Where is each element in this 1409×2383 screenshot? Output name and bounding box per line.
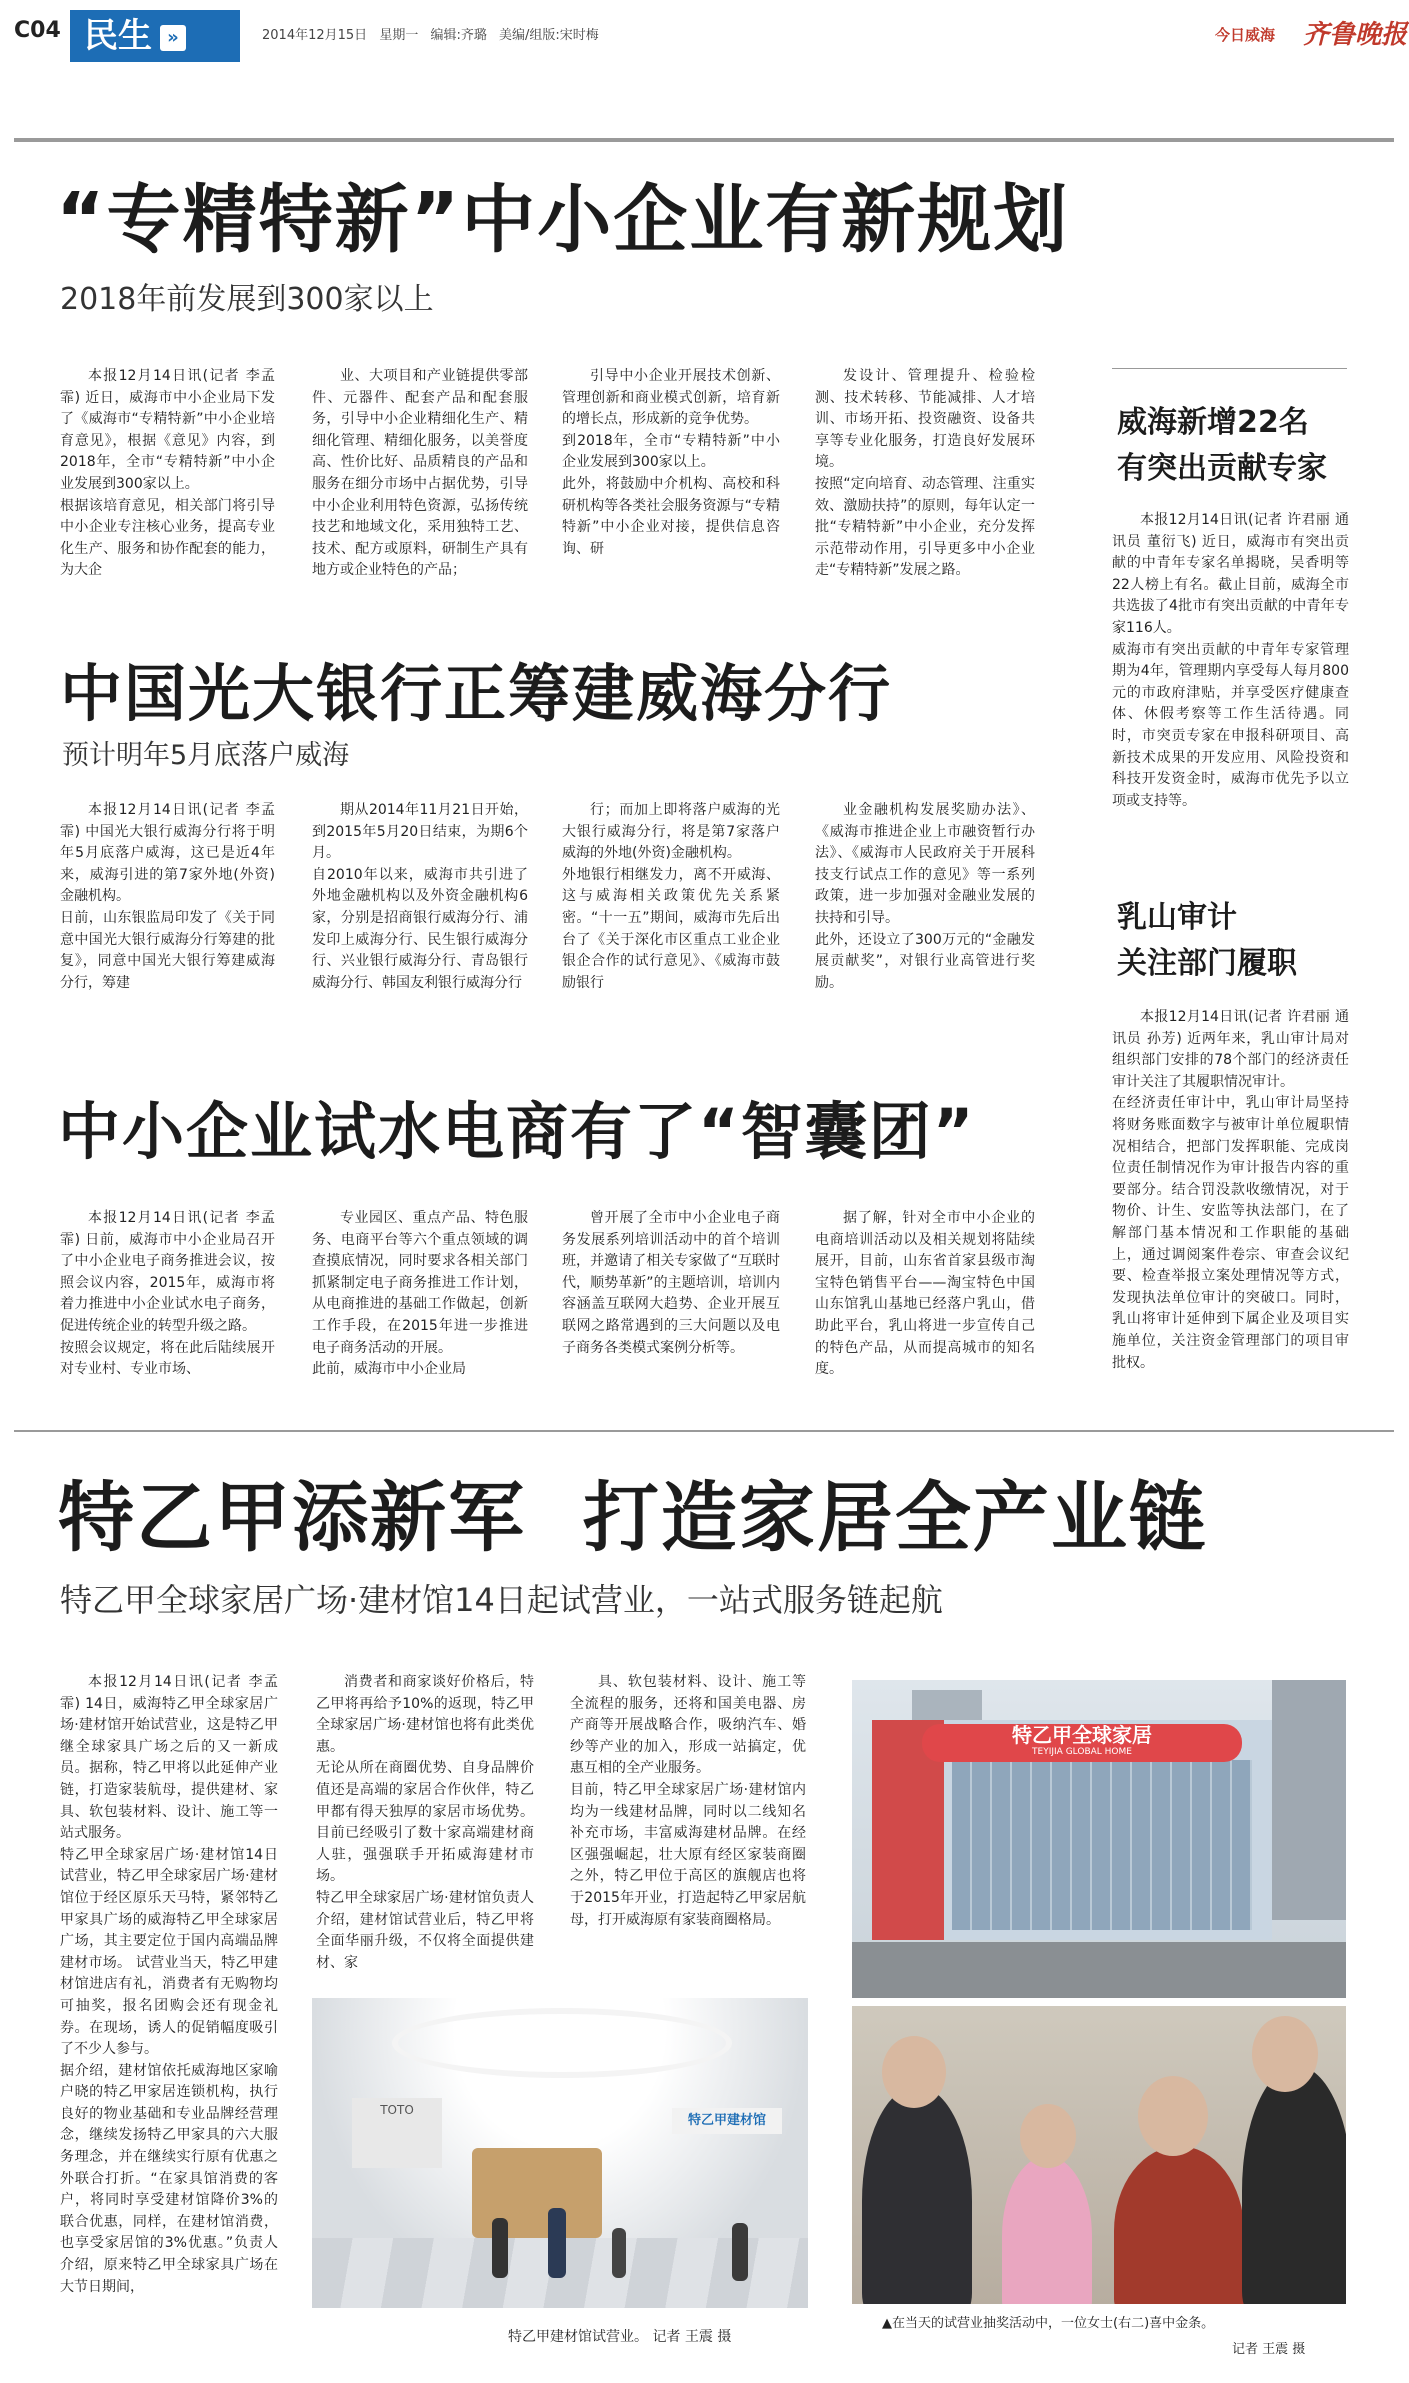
article-2-column-2: 期从2014年11月21日开始，到2015年5月20日结束，为期6个月。 自2010年以来，威海市共引进了外地金融机构以及外资金融机构6家，分别是招商银行威海分行、浦发印上威海分行、民生银行威海分行、兴业银行威海分行、青岛银行威海分行、韩国友利银行威海分行 <box>312 802 528 991</box>
article-3-column-1: 本报12月14日讯(记者 李孟霏) 日前，威海市中小企业局召开了中小企业电子商务推进会议，按照会议内容，2015年，威海市将着力推进中小企业试水电子商务，促进传统企业的转型升级之路。 按照会议规定，将在此后陆续展开对专业村、专业市场、 <box>60 1210 275 1378</box>
person-head <box>1020 2104 1076 2168</box>
visitor-figure <box>612 2228 626 2278</box>
sidebar-2-body: 本报12月14日讯(记者 许君丽 通讯员 孙芳) 近两年来，乳山审计局对组织部门安排的78个部门的经济责任审计关注了其履职情况审计。 在经济责任审计中，乳山审计局坚持将财务账面数字与被审计单位履职情况相结合，把部门发挥职能、完成岗位责任制情况作为审计报告内容的重要部分。结合罚没款收缴情况，对于物价、计生、安监等执法部门，在了解部门基本情况和工作职能的基础上，通过调阅案件卷宗、审查会议纪要、检查举报立案处理情况等方式，发现执法单位审计的突破口。同时，乳山将审计延伸到下属企业及项目实施单位，关注资金管理部门的项目审批权。 <box>1112 1009 1349 1371</box>
article-3-title: 中小企业试水电商有了“智囊团” <box>58 1095 976 1168</box>
page-number: C04 <box>14 18 61 43</box>
article-2-column-4: 业金融机构发展奖励办法》、《威海市推进企业上市融资暂行办法》、《威海市人民政府关于开展科技支行试点工作的意见》等一系列政策，进一步加强对金融业发展的扶持和引导。 此外，还设立了300万元的“金融发展贡献奖”，对银行业高管进行奖励。 <box>815 802 1035 991</box>
article-1-column-1: 本报12月14日讯(记者 李孟霏) 近日，威海市中小企业局下发了《威海市“专精特新”中小企业培育意见》，根据《意见》内容，到2018年，全市“专精特新”中小企业发展到300家以上。 根据该培育意见，相关部门将引导中小企业专注核心业务，提高专业化生产、服务和协作配套的能力，为大企 <box>60 368 275 579</box>
interior-photo-caption: 特乙甲建材馆试营业。 记者 王震 摄 <box>508 2329 732 2345</box>
issue-weekday: 星期一 <box>379 28 419 43</box>
article-4-title: 特乙甲添新军 打造家居全产业链 <box>58 1473 1207 1562</box>
article-1-subtitle: 2018年前发展到300家以上 <box>60 282 434 317</box>
issue-info <box>262 24 599 43</box>
street <box>852 1942 1346 1998</box>
sidebar-top-rule <box>1112 368 1347 369</box>
article-4-subtitle: 特乙甲全球家居广场·建材馆14日起试营业，一站式服务链起航 <box>60 1581 943 1619</box>
brand-wall: TOTO <box>352 2098 442 2168</box>
issue-date: 2014年12月15日 <box>262 28 368 43</box>
article-1-title: “专精特新”中小企业有新规划 <box>56 177 1070 263</box>
article-3-column-4: 据了解，针对全市中小企业的电商培训活动以及相关规划将陆续展开，目前，山东省首家县级市淘宝特色销售平台——淘宝特色中国山东馆乳山基地已经落户乳山，借助此平台，乳山将进一步宣传自己的特色产品，从而提高城市的知名度。 <box>815 1210 1035 1378</box>
person-head <box>1138 2076 1208 2156</box>
article-4-column-3: 具、软包装材料、设计、施工等全流程的服务，还将和国美电器、房产商等开展战略合作，吸纳汽车、婚纱等产业的加入，形成一站搞定，优惠互相的全产业服务。 目前，特乙甲全球家居广场·建材馆内均为一线建材品牌，同时以二线知名补充市场，丰富威海建材品牌。在经区强强崛起，壮大原有经区家装商圈之外，特乙甲位于高区的旗舰店也将于2015年开业，打造起特乙甲家居航母，打开威海原有家装商圈格局。 <box>570 1674 806 1928</box>
mall-sign <box>922 1724 1242 1762</box>
page-header <box>0 0 1409 80</box>
column-name: 今日威海 <box>1215 26 1276 44</box>
building-photo <box>852 1680 1346 1998</box>
banner-sign: 特乙甲建材馆 <box>672 2108 782 2134</box>
person-figure <box>1002 2156 1092 2304</box>
article-4-column-2: 消费者和商家谈好价格后，特乙甲将再给予10%的返现，特乙甲全球家居广场·建材馆也将有此类优惠。 无论从所在商圈优势、自身品牌价值还是高端的家居合作伙伴，特乙甲都有得天独厚的家居市场优势。目前已经吸引了数十家高端建材商人驻，强强联手开拓威海建材市场。 特乙甲全球家居广场·建材馆负责人介绍，建材馆试营业后，特乙甲将全面华丽升级，不仅将全面提供建材、家 <box>316 1674 534 1971</box>
article-1-column-3: 引导中小企业开展技术创新、管理创新和商业模式创新，培育新的增长点，形成新的竞争优势。 到2018年，全市“专精特新”中小企业发展到300家以上。 此外，将鼓励中介机构、高校和科研机构等各类社会服务资源与“专精特新”中小企业对接，提供信息咨询、研 <box>562 368 780 557</box>
person-figure <box>862 2086 972 2304</box>
article-3-column-2: 专业园区、重点产品、特色服务、电商平台等六个重点领域的调查摸底情况，同时要求各相关部门抓紧制定电子商务推进工作计划，从电商推进的基础工作做起，创新工作手段，在2015年进一步推进电子商务活动的开展。 此前，威海市中小企业局 <box>312 1210 528 1378</box>
glass-wall <box>952 1760 1252 1930</box>
section-label: 民生 <box>84 16 152 56</box>
visitor-figure <box>492 2218 508 2278</box>
article-3-column-3: 曾开展了全市中小企业电子商务发展系列培训活动中的首个培训班，并邀请了相关专家做了“互联时代，顺势革新”的主题培训，培训内容涵盖互联网大趋势、企业开展互联网之路常遇到的三大问题以及电子商务各类模式案例分析等。 <box>562 1210 780 1356</box>
mall-sign-cn: 特乙甲全球家居 <box>1012 1723 1152 1747</box>
person-figure <box>1242 2066 1346 2304</box>
editor-credit: 编辑:齐璐 <box>430 28 487 43</box>
crowd-photo <box>852 2006 1346 2304</box>
sidebar-2-title: 乳山审计 关注部门履职 <box>1117 900 1297 981</box>
header-rule <box>14 138 1394 142</box>
article-1-column-4: 发设计、管理提升、检验检测、技术转移、节能减排、人才培训、市场开拓、投资融资、设备共享等专业化服务，打造良好发展环境。 按照“定向培育、动态管理、注重实效、激励扶持”的原则，每年认定一批“专精特新”中小企业，充分发挥示范带动作用，引导更多中小企业走“专精特新”发展之路。 <box>815 368 1035 579</box>
visitor-figure <box>732 2223 748 2281</box>
interior-photo <box>312 1998 808 2308</box>
article-2-subtitle: 预计明年5月底落户威海 <box>62 740 350 771</box>
crowd-photo-credit: 记者 王震 摄 <box>1232 2342 1306 2357</box>
paper-masthead: 齐鲁晚报 <box>1303 20 1408 50</box>
visitor-figure <box>548 2208 566 2278</box>
article-2-title: 中国光大银行正筹建威海分行 <box>60 657 893 730</box>
section-badge <box>70 10 240 62</box>
sidebar-1-title: 威海新增22名 有突出贡献专家 <box>1117 405 1327 486</box>
person-head <box>1252 2016 1318 2092</box>
tower-right <box>1272 1680 1346 1920</box>
article-2-column-3: 行；而加上即将落户威海的光大银行威海分行，将是第7家落户威海的外地(外资)金融机构。 外地银行相继发力，离不开威海、这与威海相关政策优先关系紧密。“十一五”期间，威海市先后出台了《关于深化市区重点工业企业银企合作的试行意见》、《威海市鼓励银行 <box>562 802 780 991</box>
art-editor-credit: 美编/组版:宋时梅 <box>499 28 599 43</box>
crowd-photo-caption: ▲在当天的试营业抽奖活动中，一位女士(右二)喜中金条。 <box>882 2316 1215 2331</box>
article-4-column-1: 本报12月14日讯(记者 李孟霏) 14日，威海特乙甲全球家居广场·建材馆开始试营业，这是特乙甲继全球家具广场之后的又一新成员。据称，特乙甲将以此延伸产业链，打造家装航母，提供建材、家具、软包装材料、设计、施工等一站式服务。 特乙甲全球家居广场·建材馆14日试营业，特乙甲全球家居广场·建材馆位于经区原乐天马特，紧邻特乙甲家具广场的威海特乙甲全球家居广场，其主要定位于国内高端品牌建材市场。 试营业当天，特乙甲建材馆进店有礼，消费者有无购物均可抽奖，报名团购会还有现金礼券。在现场，诱人的促销幅度吸引了不少人参与。 据介绍，建材馆依托威海地区家喻户晓的特乙甲家居连锁机构，执行良好的物业基础和专业品牌经营理念，继续发扬特乙甲家具的六大服务理念，并在继续实行原有优惠之外联合打折。“在家具馆消费的客户，将同时享受建材馆降价3%的联合优惠，同样，在建材馆消费，也享受家居馆的3%优惠。”负责人介绍，原来特乙甲全球家具广场在大节日期间， <box>60 1674 278 2295</box>
mall-sign-en: TEYIJIA GLOBAL HOME <box>1032 1747 1132 1757</box>
article-4-top-rule <box>14 1430 1394 1432</box>
sidebar-1-body: 本报12月14日讯(记者 许君丽 通讯员 董衍飞) 近日，威海市有突出贡献的中青年专家名单揭晓，吴香明等22人榜上有名。截止目前，威海全市共选拔了4批市有突出贡献的中青年专家116人。 威海市有突出贡献的中青年专家管理期为4年，管理期内享受每人每月800元的市政府津贴，并享受医疗健康查体、休假考察等工作生活待遇。同时，市突贡专家在申报科研项目、高新技术成果的开发应用、风险投资和科技开发资金时，威海市优先予以立项或支持等。 <box>1112 512 1349 809</box>
chevron-right-icon: » <box>160 25 186 51</box>
article-2-column-1: 本报12月14日讯(记者 李孟霏) 中国光大银行威海分行将于明年5月底落户威海，这已是近4年来，威海引进的第7家外地(外资)金融机构。 日前，山东银监局印发了《关于同意中国光大银行威海分行筹建的批复》，同意中国光大银行筹建威海分行，筹建 <box>60 802 275 991</box>
person-head <box>882 2036 946 2108</box>
ceiling-ring <box>392 2008 732 2078</box>
article-1-column-2: 业、大项目和产业链提供零部件、元器件、配套产品和配套服务，引导中小企业精细化生产、精细化管理、精细化服务，以美誉度高、性价比好、品质精良的产品和服务在细分市场中占据优势，引导中小企业利用特色资源，弘扬传统技艺和地域文化，采用独特工艺、技术、配方或原料，研制生产具有地方或企业特色的产品； <box>312 368 528 579</box>
person-figure <box>1114 2146 1244 2304</box>
